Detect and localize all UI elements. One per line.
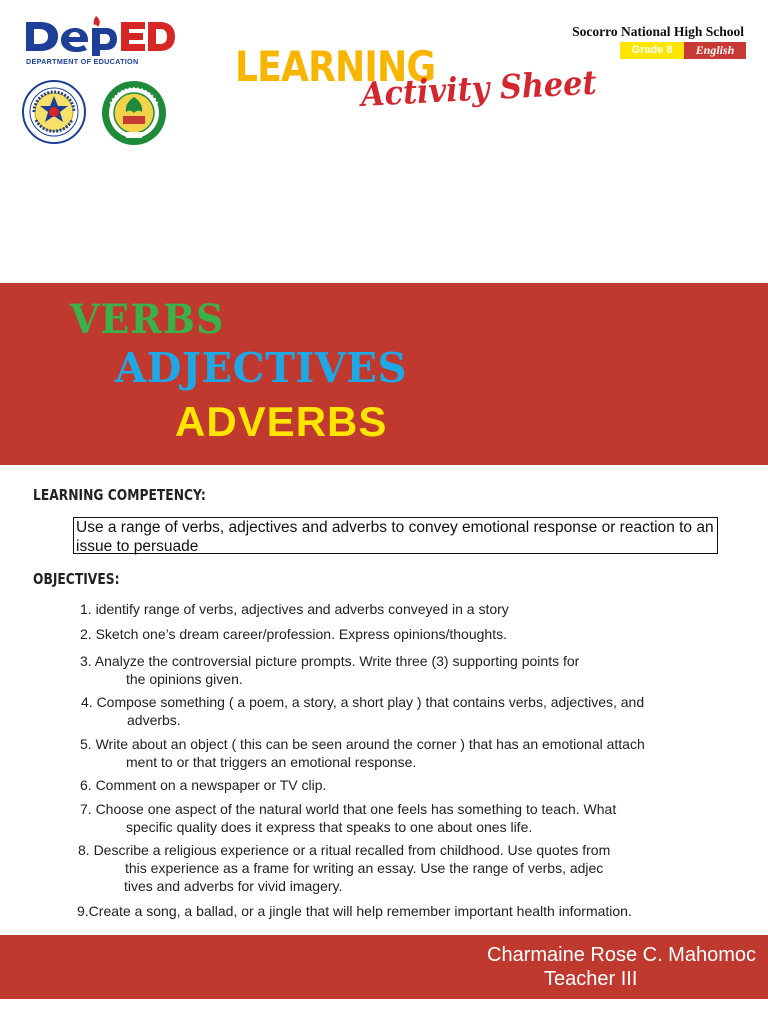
grade-subject-bar bbox=[620, 42, 746, 59]
objective-line: 8. Describe a religious experience or a ritual recalled from childhood. Use quotes from bbox=[78, 842, 611, 858]
banner-adjectives: ADJECTIVES bbox=[115, 344, 408, 392]
deped-wordmark bbox=[24, 14, 176, 58]
competency-heading: LEARNING COMPETENCY: bbox=[33, 486, 206, 504]
objective-line: 2. Sketch one’s dream career/profession. Express opinions/thoughts. bbox=[80, 626, 507, 642]
school-seal-icon bbox=[101, 80, 165, 144]
objective-line: 5. Write about an object ( this can be seen around the corner ) that has an emotional attach bbox=[80, 736, 645, 752]
teacher-name: Charmaine Rose C. Mahomoc bbox=[487, 944, 756, 966]
objective-line: ment to or that triggers an emotional response. bbox=[126, 754, 417, 770]
objective-line: 1. identify range of verbs, adjectives and adverbs conveyed in a story bbox=[80, 601, 509, 617]
competency-box: Use a range of verbs, adjectives and adverbs to convey emotional response or reaction to an issue to persuade bbox=[73, 517, 718, 554]
objective-line: adverbs. bbox=[127, 712, 181, 728]
objective-line: 9.Create a song, a ballad, or a jingle that will help remember important health information. bbox=[77, 903, 632, 919]
objective-line: 6. Comment on a newspaper or TV clip. bbox=[80, 777, 327, 793]
objective-item bbox=[80, 776, 326, 794]
objective-item bbox=[77, 902, 632, 920]
objective-line: specific quality does it express that speaks to one about ones life. bbox=[126, 819, 533, 835]
banner-adverbs: ADVERBS bbox=[175, 398, 388, 445]
objective-item bbox=[78, 841, 610, 895]
objective-line: 3. Analyze the controversial picture prompts. Write three (3) supporting points for bbox=[80, 653, 580, 669]
subject-label: English bbox=[684, 42, 746, 59]
objective-item bbox=[81, 693, 644, 729]
objective-line: 4. Compose something ( a poem, a story, a short play ) that contains verbs, adjectives, and bbox=[81, 694, 645, 710]
teacher-title: Teacher III bbox=[544, 968, 638, 990]
kagawaran-seal-icon bbox=[22, 80, 86, 144]
school-name: Socorro National High School bbox=[572, 24, 744, 39]
objectives-heading: OBJECTIVES: bbox=[33, 570, 120, 588]
deped-subtitle: DEPARTMENT OF EDUCATION bbox=[26, 57, 139, 66]
objective-line: the opinions given. bbox=[126, 671, 243, 687]
grade-label: Grade 8 bbox=[620, 42, 684, 59]
objective-item bbox=[80, 600, 509, 618]
objective-line: tives and adverbs for vivid imagery. bbox=[124, 878, 343, 894]
objective-item bbox=[80, 800, 616, 836]
banner-verbs: VERBS bbox=[70, 296, 225, 343]
title-learning: LEARNING bbox=[235, 42, 436, 91]
title-activity-sheet: Activity Sheet bbox=[360, 62, 598, 114]
deped-logo bbox=[24, 14, 176, 70]
objective-item bbox=[80, 625, 507, 643]
objective-item bbox=[80, 735, 645, 771]
objective-item bbox=[80, 652, 579, 688]
objective-line: this experience as a frame for writing an essay. Use the range of verbs, adjec bbox=[125, 860, 604, 876]
objective-line: 7. Choose one aspect of the natural world that one feels has something to teach. What bbox=[80, 801, 617, 817]
